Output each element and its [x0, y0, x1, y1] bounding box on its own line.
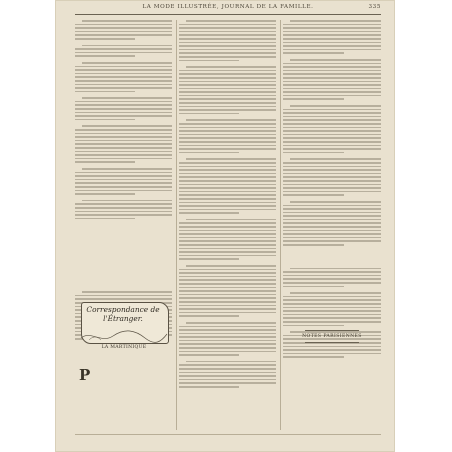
- running-header: [75, 4, 381, 14]
- text-line: [283, 123, 381, 125]
- text-line: [179, 56, 276, 58]
- text-line: [283, 45, 381, 47]
- text-line: [179, 152, 239, 154]
- text-line: [283, 184, 381, 186]
- text-line: [75, 182, 172, 184]
- text-line: [179, 354, 239, 356]
- text-line: [179, 290, 276, 292]
- text-line: [283, 141, 381, 143]
- text-line: [283, 356, 344, 358]
- text-line: [179, 191, 276, 193]
- text-line: [179, 49, 276, 51]
- text-line: [186, 265, 276, 267]
- text-line: [75, 52, 172, 54]
- text-line: [283, 212, 381, 214]
- text-line: [75, 84, 172, 86]
- text-line: [283, 27, 381, 29]
- column-divider: [176, 20, 177, 430]
- flourish-ornament: [79, 328, 169, 344]
- text-line: [283, 38, 381, 40]
- text-line: [283, 152, 344, 154]
- text-line: [75, 136, 172, 138]
- text-line: [75, 161, 135, 163]
- text-line: [75, 158, 172, 160]
- text-line: [283, 98, 344, 100]
- text-line: [75, 73, 172, 75]
- text-line: [179, 134, 276, 136]
- text-line: [290, 20, 381, 22]
- text-line: [179, 202, 276, 204]
- paragraph-gap: [75, 221, 172, 291]
- text-line: [179, 297, 276, 299]
- text-line: [75, 186, 172, 188]
- text-line: [75, 133, 172, 135]
- text-line: [179, 60, 239, 62]
- text-line: [179, 162, 276, 164]
- text-line: [179, 305, 276, 307]
- text-line: [179, 272, 276, 274]
- text-line: [179, 91, 276, 93]
- text-line: [75, 214, 172, 216]
- text-line: [179, 312, 276, 314]
- text-line: [75, 34, 172, 36]
- text-line: [283, 286, 344, 288]
- text-line: [75, 143, 172, 145]
- text-line: [186, 361, 276, 363]
- text-line: [179, 130, 276, 132]
- text-line: [179, 212, 239, 214]
- magazine-page: [55, 0, 395, 452]
- text-line: [283, 275, 381, 277]
- text-line: [283, 194, 344, 196]
- text-line: [283, 271, 381, 273]
- text-line: [75, 175, 172, 177]
- text-line: [75, 108, 172, 110]
- text-line: [290, 158, 381, 160]
- text-line: [283, 310, 381, 312]
- text-line: [283, 169, 381, 171]
- text-line: [283, 307, 381, 309]
- text-line: [82, 20, 172, 22]
- text-line: [283, 24, 381, 26]
- text-line: [283, 95, 381, 97]
- text-line: [290, 105, 381, 107]
- text-line: [186, 20, 276, 22]
- text-line: [75, 147, 172, 149]
- text-line: [179, 382, 276, 384]
- text-line: [82, 62, 172, 64]
- section-rule-bottom: [305, 342, 359, 343]
- text-line: [179, 336, 276, 338]
- text-line: [179, 198, 276, 200]
- text-line: [179, 31, 276, 33]
- text-line: [82, 168, 172, 170]
- text-line: [179, 333, 276, 335]
- correspondence-vignette: [77, 298, 172, 360]
- text-line: [179, 113, 239, 115]
- text-line: [283, 299, 381, 301]
- text-line: [283, 77, 381, 79]
- text-line: [75, 87, 172, 89]
- text-line: [75, 112, 172, 114]
- text-line: [75, 31, 172, 33]
- section-rule-top: [305, 330, 359, 331]
- text-line: [283, 137, 381, 139]
- text-line: [186, 219, 276, 221]
- text-line: [179, 343, 276, 345]
- text-line: [179, 84, 276, 86]
- text-line: [283, 166, 381, 168]
- text-line: [75, 179, 172, 181]
- text-line: [179, 340, 276, 342]
- text-line: [179, 176, 276, 178]
- text-line: [179, 173, 276, 175]
- text-line: [179, 372, 276, 374]
- text-line: [75, 140, 172, 142]
- text-column-middle: [179, 20, 276, 430]
- text-line: [75, 48, 172, 50]
- text-line: [75, 24, 172, 26]
- text-line: [179, 347, 276, 349]
- paragraph-gap: [283, 248, 381, 268]
- text-line: [75, 115, 172, 117]
- text-line: [179, 70, 276, 72]
- text-line: [283, 314, 381, 316]
- vignette-subtitle: LA MARTINIQUE: [101, 345, 147, 350]
- text-line: [179, 386, 239, 388]
- text-line: [179, 315, 239, 317]
- text-line: [283, 303, 381, 305]
- text-line: [179, 106, 276, 108]
- text-line: [75, 211, 172, 213]
- text-line: [75, 91, 135, 93]
- text-line: [290, 292, 381, 294]
- footer-rule: [75, 434, 381, 435]
- text-line: [179, 123, 276, 125]
- text-line: [75, 38, 135, 40]
- page-number: 335: [368, 4, 381, 10]
- text-line: [290, 59, 381, 61]
- text-line: [75, 119, 135, 121]
- text-line: [283, 191, 381, 193]
- text-line: [179, 127, 276, 129]
- header-rule: [75, 14, 381, 15]
- text-line: [283, 130, 381, 132]
- text-line: [75, 129, 172, 131]
- text-line: [82, 45, 172, 47]
- text-line: [283, 116, 381, 118]
- text-line: [179, 77, 276, 79]
- text-line: [75, 218, 135, 220]
- text-line: [179, 27, 276, 29]
- text-line: [179, 184, 276, 186]
- text-line: [179, 375, 276, 377]
- text-line: [75, 69, 172, 71]
- text-line: [75, 154, 172, 156]
- text-line: [283, 321, 381, 323]
- text-line: [179, 301, 276, 303]
- text-line: [179, 73, 276, 75]
- text-line: [283, 162, 381, 164]
- text-line: [179, 209, 276, 211]
- text-line: [179, 45, 276, 47]
- text-line: [283, 91, 381, 93]
- text-line: [283, 325, 344, 327]
- text-line: [283, 346, 381, 348]
- text-line: [179, 194, 276, 196]
- text-line: [179, 95, 276, 97]
- text-line: [283, 109, 381, 111]
- text-line: [283, 240, 381, 242]
- text-line: [283, 88, 381, 90]
- text-column-right: [283, 20, 381, 430]
- text-line: [179, 368, 276, 370]
- text-line: [179, 98, 276, 100]
- text-line: [283, 31, 381, 33]
- text-line: [179, 88, 276, 90]
- text-line: [283, 73, 381, 75]
- text-line: [179, 251, 276, 253]
- text-line: [186, 66, 276, 68]
- text-line: [283, 112, 381, 114]
- text-line: [179, 287, 276, 289]
- text-line: [283, 208, 381, 210]
- text-line: [283, 173, 381, 175]
- text-line: [186, 158, 276, 160]
- text-line: [179, 276, 276, 278]
- text-line: [179, 364, 276, 366]
- text-line: [75, 27, 172, 29]
- text-line: [179, 166, 276, 168]
- text-line: [75, 193, 135, 195]
- text-line: [179, 222, 276, 224]
- text-line: [82, 97, 172, 99]
- text-line: [179, 237, 276, 239]
- text-line: [179, 226, 276, 228]
- text-line: [75, 104, 172, 106]
- text-line: [179, 34, 276, 36]
- text-line: [75, 172, 172, 174]
- text-line: [179, 141, 276, 143]
- text-line: [283, 222, 381, 224]
- text-line: [179, 244, 276, 246]
- text-line: [283, 134, 381, 136]
- text-line: [283, 70, 381, 72]
- text-line: [179, 169, 276, 171]
- text-line: [283, 317, 381, 319]
- text-line: [283, 148, 381, 150]
- text-line: [82, 125, 172, 127]
- text-line: [179, 269, 276, 271]
- text-line: [283, 233, 381, 235]
- text-line: [179, 205, 276, 207]
- text-line: [179, 38, 276, 40]
- text-line: [179, 230, 276, 232]
- text-line: [179, 255, 276, 257]
- text-line: [283, 215, 381, 217]
- text-line: [283, 127, 381, 129]
- text-line: [283, 349, 381, 351]
- text-line: [75, 101, 172, 103]
- text-line: [283, 296, 381, 298]
- text-line: [283, 63, 381, 65]
- running-title: LA MODE ILLUSTRÉE, JOURNAL DE LA FAMILLE.: [142, 4, 314, 10]
- text-line: [283, 42, 381, 44]
- text-line: [290, 268, 381, 270]
- text-line: [179, 326, 276, 328]
- text-line: [179, 379, 276, 381]
- text-line: [186, 322, 276, 324]
- text-line: [283, 49, 381, 51]
- text-line: [75, 295, 172, 297]
- text-line: [179, 148, 276, 150]
- text-line: [179, 187, 276, 189]
- text-line: [283, 230, 381, 232]
- text-line: [179, 145, 276, 147]
- text-line: [283, 81, 381, 83]
- text-line: [283, 187, 381, 189]
- text-line: [283, 66, 381, 68]
- text-line: [75, 207, 172, 209]
- column-divider: [280, 20, 281, 430]
- text-line: [179, 180, 276, 182]
- text-line: [179, 248, 276, 250]
- section-heading: NOTES PARISIENNES: [302, 334, 362, 339]
- text-line: [283, 119, 381, 121]
- text-line: [179, 308, 276, 310]
- text-line: [290, 331, 381, 333]
- text-line: [283, 84, 381, 86]
- text-line: [179, 233, 276, 235]
- text-line: [283, 219, 381, 221]
- text-line: [179, 24, 276, 26]
- text-line: [283, 205, 381, 207]
- text-line: [179, 258, 239, 260]
- text-line: [179, 294, 276, 296]
- text-line: [283, 34, 381, 36]
- text-line: [179, 109, 276, 111]
- text-line: [179, 283, 276, 285]
- text-line: [75, 203, 172, 205]
- text-line: [75, 55, 135, 57]
- text-line: [283, 52, 344, 54]
- drop-cap: P: [79, 366, 91, 384]
- text-line: [82, 291, 172, 293]
- text-line: [75, 190, 172, 192]
- text-line: [283, 226, 381, 228]
- text-line: [179, 81, 276, 83]
- text-line: [75, 66, 172, 68]
- text-line: [179, 52, 276, 54]
- text-line: [179, 329, 276, 331]
- text-line: [179, 240, 276, 242]
- text-line: [283, 282, 381, 284]
- text-line: [179, 42, 276, 44]
- text-line: [179, 137, 276, 139]
- text-line: [283, 145, 381, 147]
- text-line: [179, 279, 276, 281]
- text-line: [290, 201, 381, 203]
- text-line: [179, 351, 276, 353]
- text-line: [186, 119, 276, 121]
- text-line: [283, 278, 381, 280]
- text-line: [283, 237, 381, 239]
- text-line: [283, 180, 381, 182]
- text-line: [283, 176, 381, 178]
- text-line: [75, 76, 172, 78]
- text-line: [283, 244, 344, 246]
- vignette-title: Correspondance de l'Étranger.: [86, 305, 160, 323]
- text-line: [283, 353, 381, 355]
- text-line: [82, 200, 172, 202]
- text-line: [179, 102, 276, 104]
- text-line: [75, 151, 172, 153]
- text-line: [75, 80, 172, 82]
